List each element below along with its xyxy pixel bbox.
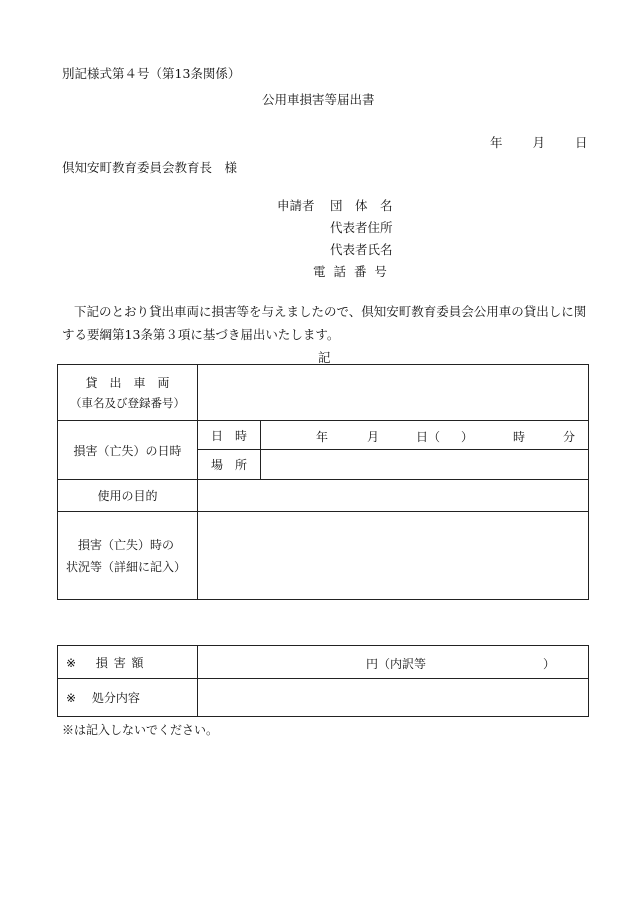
applicant-rep-name: 代表者氏名 — [330, 242, 393, 257]
datetime-year: 年 — [316, 430, 329, 444]
date-line — [490, 133, 588, 151]
form-number: 別記様式第４号（第13条関係） — [62, 66, 241, 81]
amount-label-cell — [58, 646, 198, 679]
datetime-input-cell[interactable] — [261, 421, 589, 450]
place-input-cell[interactable] — [261, 450, 589, 480]
vehicle-label-cell — [58, 365, 198, 421]
disposal-input-cell[interactable] — [198, 679, 589, 717]
datetime-day: 日（ — [416, 430, 441, 444]
amount-value: 円（内訳等 — [366, 657, 427, 671]
place-label: 場 所 — [198, 450, 261, 480]
date-year: 年 — [490, 135, 503, 150]
datetime-month: 月 — [367, 430, 380, 444]
footnote: ※は記入しないでください。 — [62, 723, 219, 737]
office-use-table — [57, 645, 589, 717]
situation-label-1: 損害（亡失）時の — [78, 537, 175, 552]
date-day: 日 — [575, 135, 588, 150]
date-month: 月 — [532, 135, 546, 150]
applicant-org-name: 団 体 名 — [330, 198, 393, 213]
addressee: 倶知安町教育委員会教育長 様 — [62, 160, 238, 175]
amount-close: ） — [543, 657, 556, 671]
report-table — [57, 364, 589, 600]
amount-input-cell[interactable] — [198, 646, 589, 679]
applicant-phone: 電 話 番 号 — [313, 264, 389, 279]
vehicle-label: 貸 出 車 両 — [85, 375, 170, 390]
vehicle-input-cell[interactable] — [198, 365, 589, 421]
vehicle-sub-label: （車名及び登録番号） — [70, 395, 185, 410]
amount-label: 損 害 額 — [95, 655, 145, 670]
datetime-minute: 分 — [563, 430, 576, 444]
datetime-paren-close: ） — [461, 430, 474, 444]
damage-datetime-label: 損害（亡失）の日時 — [58, 421, 198, 480]
disposal-mark: ※ — [66, 691, 77, 705]
situation-label-cell — [58, 512, 198, 600]
situation-label-2: 状況等（詳細に記入） — [66, 559, 187, 574]
situation-input-cell[interactable] — [198, 512, 589, 600]
disposal-label-cell — [58, 679, 198, 717]
datetime-label: 日 時 — [198, 421, 261, 450]
purpose-input-cell[interactable] — [198, 480, 589, 512]
datetime-hour: 時 — [513, 430, 526, 444]
amount-mark: ※ — [66, 655, 77, 670]
body-text: 下記のとおり貸出車両に損害等を与えましたので、倶知安町教育委員会公用車の貸出しに関する要綱第13条第３項に基づき届出いたします。 — [62, 304, 587, 342]
form-title: 公用車損害等届出書 — [262, 92, 375, 107]
purpose-label: 使用の目的 — [58, 480, 198, 512]
ki-label: 記 — [318, 350, 331, 365]
disposal-label: 処分内容 — [91, 691, 140, 705]
applicant-label: 申請者 — [277, 198, 315, 213]
applicant-rep-address: 代表者住所 — [330, 220, 393, 235]
